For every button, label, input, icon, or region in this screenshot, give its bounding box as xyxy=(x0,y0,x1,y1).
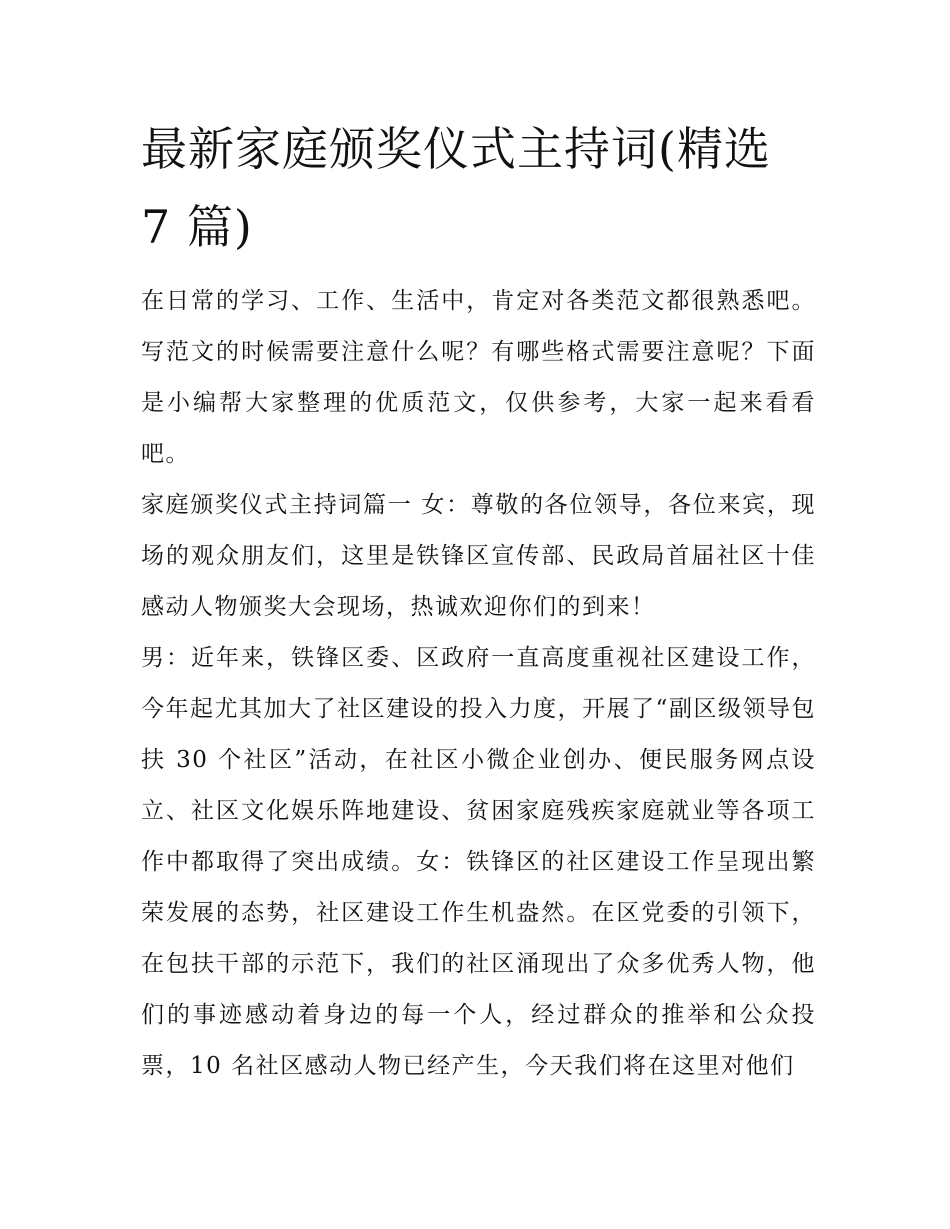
document-body xyxy=(141,110,816,1092)
intro-paragraph: 在日常的学习、工作、生活中，肯定对各类范文都很熟悉吧。写范文的时候需要注意什么呢？有哪些格式需要注意呢？下面是小编帮大家整理的优质范文，仅供参考，大家一起来看看吧。 xyxy=(141,288,816,467)
document-title: 最新家庭颁奖仪式主持词(精选 7 篇) xyxy=(141,122,771,254)
speech-paragraph-male: 男：近年来，铁锋区委、区政府一直高度重视社区建设工作，今年起尤其加大了社区建设的投入力度，开展了“副区级领导包扶 30 个社区”活动，在社区小微企业创办、便民服务网点设立、社区文化娱乐阵地建设、贫困家庭残疾家庭就业等各项工作中都取得了突出成绩。女：铁锋区的社区建设工作呈现出繁荣发展的态势，社区建设工作生机盎然。在区党委的引领下，在包扶干部的示范下，我们的社区涌现出了众多优秀人物，他们的事迹感动着身边的每一个人，经过群众的推举和公众投票，10 名社区感动人物已经产生，今天我们将在这里对他们 xyxy=(141,645,816,1079)
speech-paragraph-female: 家庭颁奖仪式主持词篇一 女：尊敬的各位领导，各位来宾，现场的观众朋友们，这里是铁锋区宣传部、民政局首届社区十佳感动人物颁奖大会现场，热诚欢迎你们的到来！ xyxy=(141,492,816,620)
